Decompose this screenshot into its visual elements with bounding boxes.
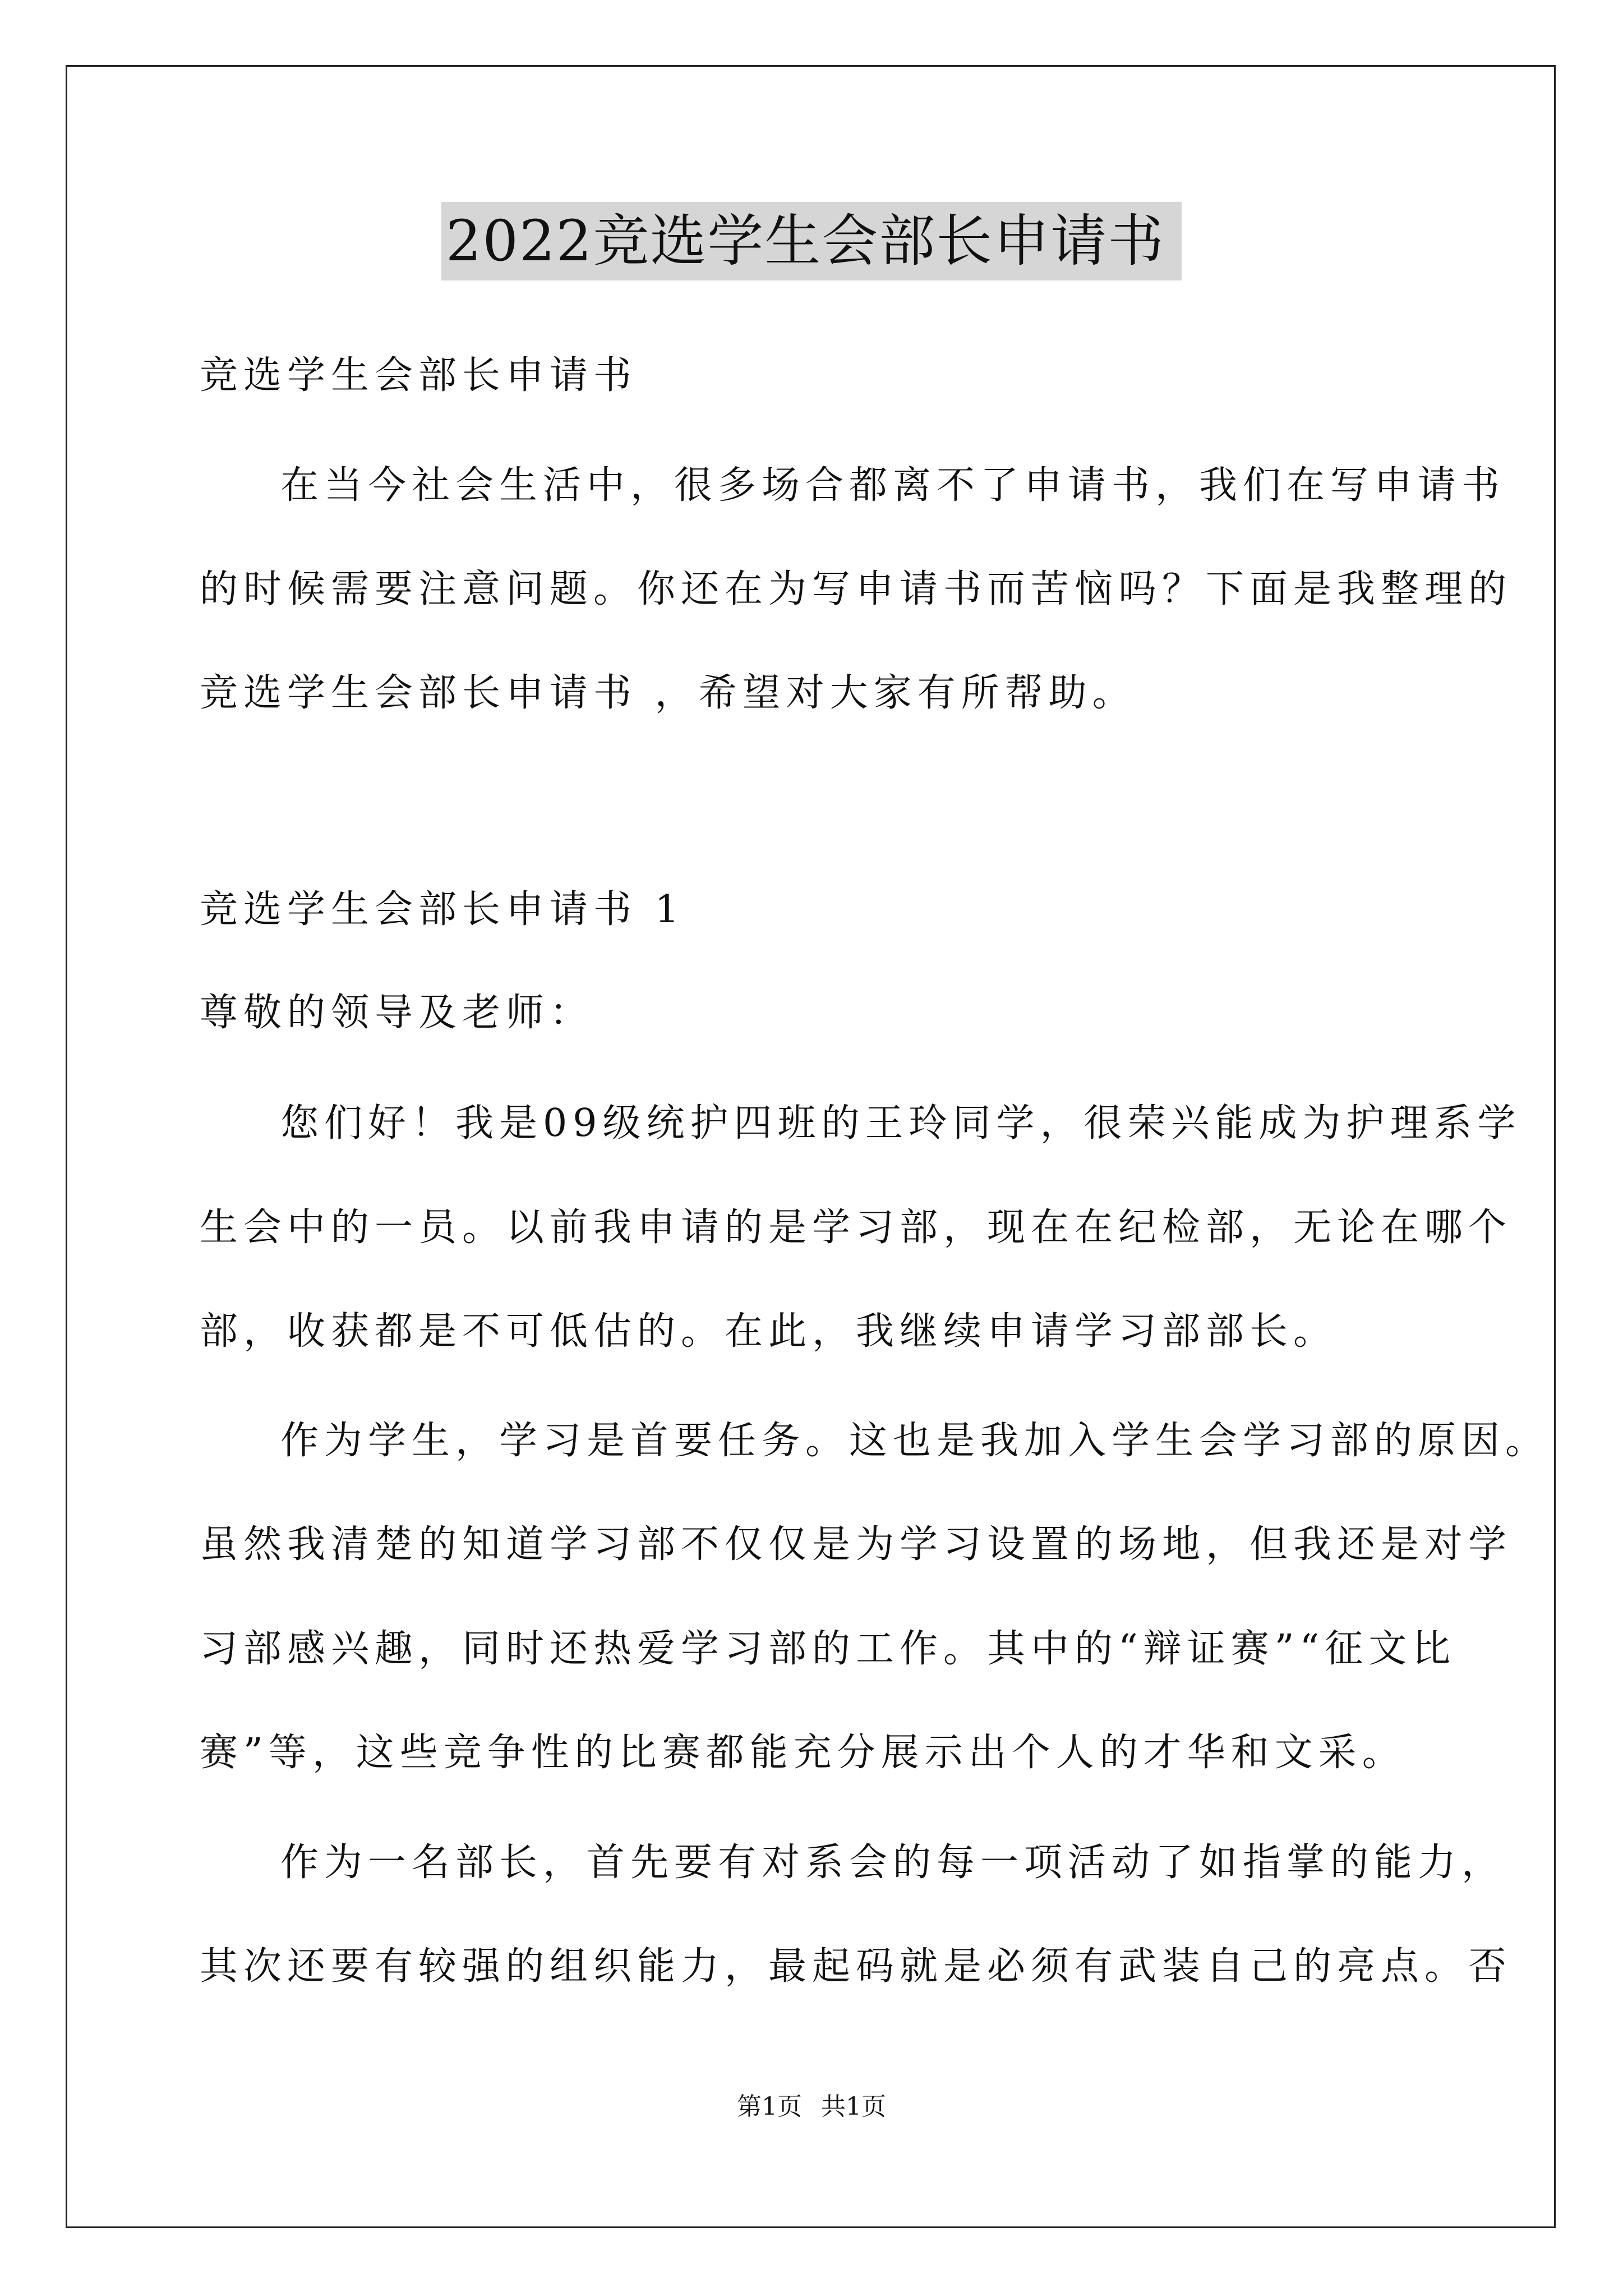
salutation: 尊敬的领导及老师： [200,991,594,1035]
page-footer [0,2091,1623,2123]
paragraph-line: 的时候需要注意问题。你还在为写申请书而苦恼吗？下面是我整理的 [200,567,1513,611]
paragraph-line: 赛”等，这些竞争性的比赛都能充分展示出个人的才华和文采。 [200,1731,1406,1775]
paragraph-line: 部，收获都是不可低估的。在此，我继续申请学习部部长。 [200,1309,1338,1354]
paragraph-line: 其次还要有较强的组织能力，最起码就是必须有武装自己的亮点。否 [200,1944,1513,1989]
paragraph-line: 生会中的一员。以前我申请的是学习部，现在在纪检部，无论在哪个 [200,1205,1513,1250]
section-heading: 竞选学生会部长申请书 1 [200,887,685,932]
page-total: 共1页 [821,2092,886,2121]
document-title: 2022竞选学生会部长申请书 [441,202,1182,280]
page-number: 第1页 [737,2092,802,2121]
document-subtitle: 竞选学生会部长申请书 [200,353,638,398]
paragraph-line: 作为一名部长，首先要有对系会的每一项活动了如指掌的能力， [280,1841,1506,1885]
title-container [0,202,1623,280]
paragraph-line: 在当今社会生活中，很多场合都离不了申请书，我们在写申请书 [280,463,1506,508]
paragraph-line: 虽然我清楚的知道学习部不仅仅是为学习设置的场地，但我还是对学 [200,1522,1513,1567]
paragraph-line: 竞选学生会部长申请书 ，希望对大家有所帮助。 [200,671,1136,715]
paragraph-line: 作为学生，学习是首要任务。这也是我加入学生会学习部的原因。 [280,1419,1550,1463]
paragraph-line: 您们好！我是09级统护四班的王玲同学，很荣兴能成为护理系学 [280,1101,1521,1145]
paragraph-line: 习部感兴趣，同时还热爱学习部的工作。其中的“辩证赛”“征文比 [200,1627,1456,1671]
